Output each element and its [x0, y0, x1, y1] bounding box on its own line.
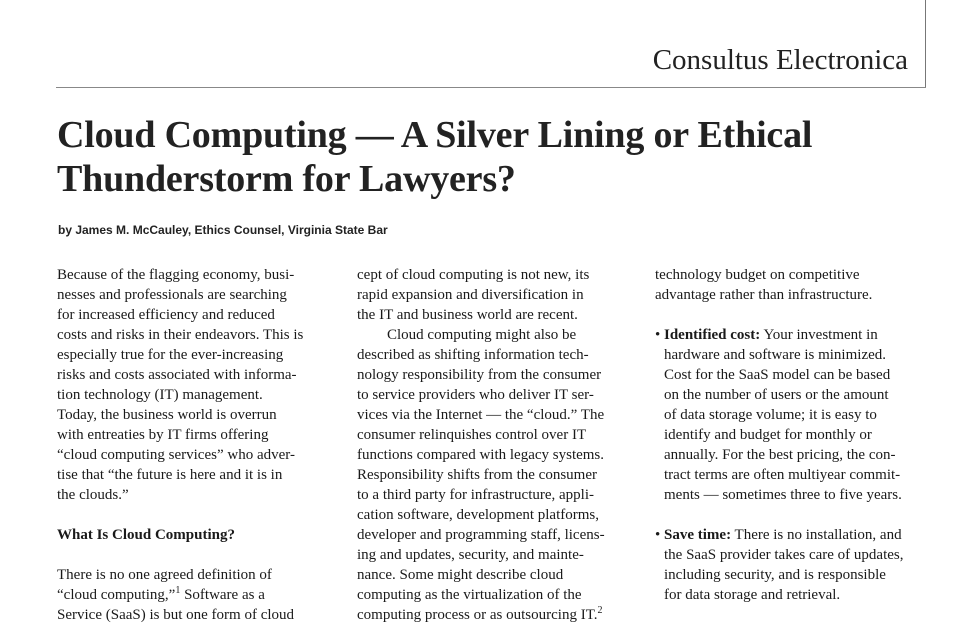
- section-subhead: What Is Cloud Computing?: [57, 527, 235, 543]
- text-line: hardware and software is minimized.: [664, 347, 887, 363]
- footnote-ref-2[interactable]: 2: [597, 605, 603, 616]
- col3-paragraph-1: [655, 265, 927, 305]
- text-line: with entreaties by IT firms offering: [57, 427, 269, 443]
- col2-paragraph-2: [357, 325, 627, 625]
- text-line: to a third party for infrastructure, appli-: [357, 487, 594, 503]
- text-line: vices via the Internet — the “cloud.” The: [357, 407, 605, 423]
- article-title-line-2: Thunderstorm for Lawyers?: [57, 158, 516, 200]
- bullet-term: Save time:: [664, 527, 732, 543]
- paragraph-gap: [57, 545, 327, 565]
- publication-title: Consultus Electronica: [652, 44, 908, 76]
- text-line: identify and budget for monthly or: [664, 427, 872, 443]
- text-line: tion technology (IT) management.: [57, 387, 263, 403]
- text-line: Responsibility shifts from the consumer: [357, 467, 597, 483]
- text-line: for increased efficiency and reduced: [57, 307, 275, 323]
- text-line: cation software, development platforms,: [357, 507, 600, 523]
- text-line: Cost for the SaaS model can be based: [664, 367, 891, 383]
- text-line: described as shifting information tech-: [357, 347, 589, 363]
- text-fragment: There is no installation, and: [731, 527, 902, 543]
- text-line: the clouds.”: [57, 487, 129, 503]
- text-line: including security, and is responsible: [664, 567, 886, 583]
- text-line: rapid expansion and diversification in: [357, 287, 584, 303]
- bullet-identified-cost: [655, 325, 927, 505]
- text-line: for data storage and retrieval.: [664, 587, 841, 603]
- text-line: There is no one agreed definition of: [57, 567, 272, 583]
- text-line: risks and costs associated with informa-: [57, 367, 297, 383]
- article-title-line-1: Cloud Computing — A Silver Lining or Ethical: [57, 114, 813, 156]
- text-line: tise that “the future is here and it is in: [57, 467, 283, 483]
- paragraph-gap: [57, 505, 327, 525]
- header-rule: [56, 87, 926, 88]
- text-line: nesses and professionals are searching: [57, 287, 287, 303]
- text-line: consumer relinquishes control over IT: [357, 427, 587, 443]
- text-line: [655, 325, 927, 345]
- page-right-rule: [925, 0, 926, 88]
- bullet-icon: •: [655, 327, 661, 343]
- paragraph-gap: [655, 305, 927, 325]
- text-line: nance. Some might describe cloud: [357, 567, 564, 583]
- text-line: developer and programming staff, licens-: [357, 527, 605, 543]
- text-line: [655, 525, 927, 545]
- text-line: nology responsibility from the consumer: [357, 367, 602, 383]
- text-line: cept of cloud computing is not new, its: [357, 267, 590, 283]
- text-line: especially true for the ever-increasing: [57, 347, 284, 363]
- text-line: [357, 605, 627, 625]
- text-line: annually. For the best pricing, the con-: [664, 447, 896, 463]
- text-fragment: computing process or as outsourcing IT.: [357, 607, 598, 623]
- text-line: Today, the business world is overrun: [57, 407, 277, 423]
- footnote-ref-1[interactable]: 1: [175, 585, 181, 596]
- article-byline: by James M. McCauley, Ethics Counsel, Virginia State Bar: [58, 223, 388, 237]
- paragraph-gap: [655, 505, 927, 525]
- text-line: “cloud computing services” who adver-: [57, 447, 295, 463]
- text-line: the SaaS provider takes care of updates,: [664, 547, 904, 563]
- text-line: functions compared with legacy systems.: [357, 447, 605, 463]
- text-line: the IT and business world are recent.: [357, 307, 578, 323]
- text-line: to service providers who deliver IT ser-: [357, 387, 594, 403]
- bullet-save-time: [655, 525, 927, 605]
- text-line: [57, 585, 327, 605]
- col1-paragraph-1: [57, 265, 327, 505]
- text-fragment: “cloud computing,”: [57, 587, 176, 603]
- bullet-icon: •: [655, 527, 661, 543]
- article-title: [57, 113, 937, 201]
- text-column-1: [57, 265, 327, 625]
- text-line: advantage rather than infrastructure.: [655, 287, 873, 303]
- text-line: Cloud computing might also be: [387, 327, 577, 343]
- text-column-3: [655, 265, 927, 605]
- text-line: technology budget on competitive: [655, 267, 860, 283]
- col2-paragraph-1: [357, 265, 627, 325]
- text-line: Service (SaaS) is but one form of cloud: [57, 607, 295, 623]
- bullet-term: Identified cost:: [664, 327, 761, 343]
- text-fragment: Your investment in: [760, 327, 878, 343]
- text-line: on the number of users or the amount: [664, 387, 889, 403]
- text-line: ing and updates, security, and mainte-: [357, 547, 584, 563]
- text-line: ments — sometimes three to five years.: [664, 487, 902, 503]
- col1-paragraph-2: [57, 565, 327, 625]
- text-line: of data storage volume; it is easy to: [664, 407, 877, 423]
- text-line: computing as the virtualization of the: [357, 587, 582, 603]
- text-line: Because of the flagging economy, busi-: [57, 267, 295, 283]
- text-column-2: [357, 265, 627, 625]
- text-fragment: Software as a: [180, 587, 265, 603]
- text-line: tract terms are often multiyear commit-: [664, 467, 901, 483]
- text-line: costs and risks in their endeavors. This is: [57, 327, 304, 343]
